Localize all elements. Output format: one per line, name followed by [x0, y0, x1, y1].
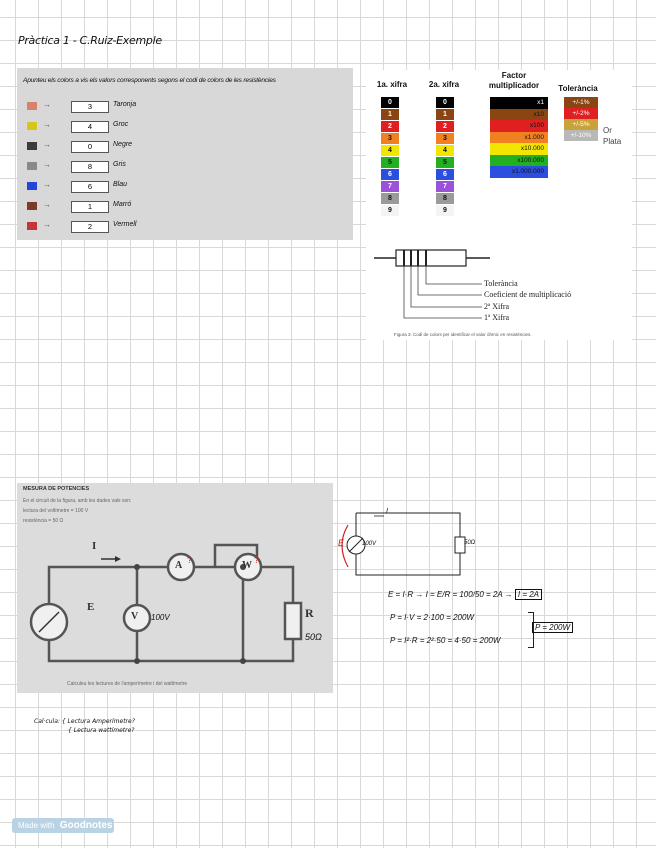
color-number: 4 — [71, 121, 109, 133]
arrow-icon: → — [43, 220, 51, 229]
color-number: 3 — [71, 101, 109, 113]
color-name: Taronja — [113, 101, 137, 108]
digit-cell: 1 — [381, 109, 399, 120]
plata-label: Plata — [603, 137, 622, 146]
color-swatch — [27, 122, 37, 130]
color-row — [27, 201, 347, 214]
resistor-value: 50Ω — [305, 632, 322, 642]
sketch-voltage: 100V — [362, 541, 377, 547]
label-digit1: 1ª Xifra — [484, 313, 510, 322]
digit-cell: 3 — [436, 133, 454, 144]
label-tolerance: Tolerància — [484, 279, 518, 288]
color-row — [27, 141, 347, 154]
tolerance-cell: +/-10% — [564, 130, 598, 141]
color-number: 6 — [71, 181, 109, 193]
digit-cell: 2 — [381, 121, 399, 132]
badge-brand: Goodnotes — [59, 820, 113, 831]
power-footer: Calculeu les lectures de l'amperímetre i del wattímetre — [67, 681, 188, 687]
ammeter-question: ? — [187, 555, 193, 565]
digit-cell: 0 — [381, 97, 399, 108]
multiplier-cell: x10 — [490, 109, 548, 121]
digit-cell: 7 — [436, 181, 454, 192]
wattmeter-label: W — [242, 560, 252, 571]
arrow-icon: → — [43, 120, 51, 129]
digit-cell: 6 — [381, 169, 399, 180]
color-number: 1 — [71, 201, 109, 213]
power-line-1: En el circuit de la figura, amb les dades vals son: — [23, 498, 132, 504]
header-digit1: 1a. xifra — [376, 80, 408, 89]
solution-line-1-text: E = I·R → I = E/R = 100/50 = 2A → — [388, 590, 513, 599]
badge-prefix: Made with — [18, 821, 55, 830]
digit-cell: 0 — [436, 97, 454, 108]
color-name: Blau — [113, 181, 128, 188]
digit-cell: 6 — [436, 169, 454, 180]
color-name: Gris — [113, 161, 126, 168]
solution-line-1 — [388, 590, 542, 599]
solution-answer-1: I = 2A — [515, 589, 542, 600]
color-swatch — [27, 202, 37, 210]
multiplier-cell: x100 — [490, 120, 548, 132]
sketch-resistance: 50Ω — [464, 540, 476, 546]
bottom-note-line-1: Cal·cula: { Lectura Amperímetre? — [34, 718, 135, 725]
color-code-table — [366, 70, 632, 340]
digit-cell: 8 — [436, 193, 454, 204]
multiplier-cell: x100.000 — [490, 155, 548, 167]
color-name: Vermell — [113, 221, 137, 228]
color-name: Negre — [113, 141, 133, 148]
digit-cell: 9 — [436, 205, 454, 216]
tolerance-cell: +/-5% — [564, 119, 598, 130]
ammeter-label: A — [175, 560, 183, 571]
arrow-icon: → — [43, 180, 51, 189]
page-title: Pràctica 1 - C.Ruiz-Exemple — [18, 34, 162, 47]
color-number: 2 — [71, 221, 109, 233]
color-row — [27, 181, 347, 194]
color-row — [27, 101, 347, 114]
multiplier-cell: x1 — [490, 97, 548, 109]
arrow-icon: → — [43, 100, 51, 109]
color-row — [27, 161, 347, 174]
color-name: Marró — [113, 201, 132, 208]
color-row — [27, 121, 347, 134]
power-line-3: resistència = 50 Ω — [23, 518, 64, 524]
circuit-diagram — [17, 483, 333, 693]
power-line-2: lectura del voltímetre = 100 V — [23, 508, 89, 514]
resistor-diagram — [366, 70, 632, 340]
multiplier-cell: x1.000.000 — [490, 166, 548, 178]
digit-cell: 7 — [381, 181, 399, 192]
solution-line-2: P = I·V = 2·100 = 200W — [390, 613, 474, 622]
digit-cell: 9 — [381, 205, 399, 216]
digit-cell: 8 — [381, 193, 399, 204]
color-swatch — [27, 102, 37, 110]
color-row — [27, 221, 347, 234]
digit-cell: 3 — [381, 133, 399, 144]
power-exercise-photo — [17, 483, 333, 693]
digit-cell: 5 — [436, 157, 454, 168]
wattmeter-question: ? — [254, 555, 260, 565]
color-swatch — [27, 222, 37, 230]
color-exercise-instruction: Apunteu els colors a vis els valors corresponents segons el codi de colors de les resistències — [23, 77, 276, 84]
arrow-icon: → — [43, 160, 51, 169]
label-digit2: 2ª Xifra — [484, 302, 510, 311]
color-swatch — [27, 182, 37, 190]
arrow-icon: → — [43, 140, 51, 149]
circuit-source-label: E — [87, 601, 95, 613]
or-label: Or — [603, 126, 612, 135]
circuit-current-label: I — [92, 540, 97, 552]
figure-caption: Figura 3: Codi de colors per identificar el valor òhmic en resistències. — [394, 332, 532, 337]
color-swatch — [27, 142, 37, 150]
digit-cell: 2 — [436, 121, 454, 132]
digit-cell: 5 — [381, 157, 399, 168]
sketch-current: I — [386, 508, 388, 515]
color-name: Groc — [113, 121, 129, 128]
digit-cell: 1 — [436, 109, 454, 120]
digit-cell: 4 — [436, 145, 454, 156]
goodnotes-badge[interactable] — [12, 818, 114, 833]
resistor-label: R — [305, 606, 314, 620]
tolerance-cell: +/-1% — [564, 97, 598, 108]
arrow-icon: → — [43, 200, 51, 209]
header-multiplier: Factor multiplicador — [488, 71, 540, 90]
header-tolerance: Tolerància — [558, 84, 598, 93]
color-number: 8 — [71, 161, 109, 173]
color-number: 0 — [71, 141, 109, 153]
multiplier-cell: x1.000 — [490, 132, 548, 144]
color-swatch — [27, 162, 37, 170]
label-multiplier: Coeficient de multiplicació — [484, 290, 572, 299]
bottom-note-line-2: { Lectura wattímetre? — [68, 727, 135, 734]
power-heading: MESURA DE POTENCIES — [23, 486, 90, 492]
voltmeter-value: 100V — [151, 613, 170, 622]
digit-cell: 4 — [381, 145, 399, 156]
voltmeter-label: V — [131, 611, 139, 622]
color-exercise-photo — [17, 68, 353, 240]
solution-answer-2: P = 200W — [532, 622, 573, 633]
solution-line-3: P = I²·R = 2²·50 = 4·50 = 200W — [390, 636, 501, 645]
tolerance-cell: +/-2% — [564, 108, 598, 119]
multiplier-cell: x10.000 — [490, 143, 548, 155]
sketch-source-label: E — [338, 538, 345, 548]
header-digit2: 2a. xifra — [428, 80, 460, 89]
